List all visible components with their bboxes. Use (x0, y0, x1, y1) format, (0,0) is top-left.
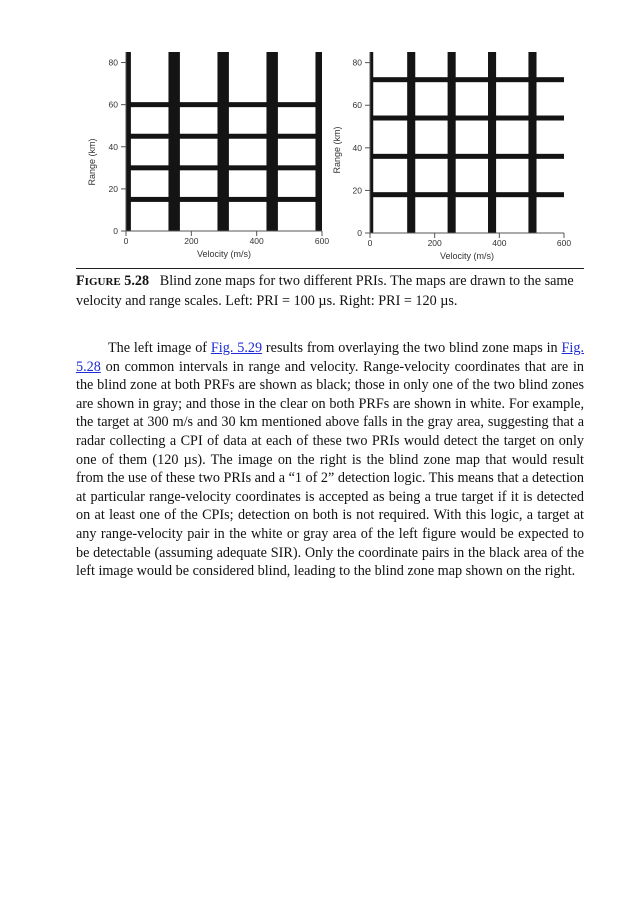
link-fig-5-28[interactable]: Fig. 5.28 (76, 340, 584, 375)
caption-rule (76, 268, 584, 269)
y-axis-label: Range (km) (332, 126, 342, 174)
body-paragraph: The left image of Fig. 5.29 results from overlaying the two blind zone maps in Fig. 5.28 on common intervals in range and velocity. Range-velocity coordinates that are in the blind zone at both PRFs are shown as black; those in only one of the two blind zones are shown in gray; and those in the clear on both PRFs are shown in white. For example, the target at 300 m/s and 30 km mentioned above falls in the gray area, suggesting that a radar collecting a CPI of data at each of these two PRIs would detect the target on only one of them (120 µs). The image on the right is the blind zone map that would result from the use of these two PRIs and a “1 of 2” detection logic. This means that a detection at particular range-velocity coordinates is accepted as being a true target if it is detected on at least one of the CPIs; detection on both is not required. With this logic, a target at any range-velocity pair in the white or gray area of the left figure would be expected to be detectable (assuming adequate SIR). Only the coordinate pairs in the black area of the left image would be considered blind, leading to the blind zone map shown on the right. (76, 340, 584, 580)
blind-zone-map-right (332, 52, 571, 261)
figure-caption (76, 272, 584, 311)
x-tick-label: 600 (314, 236, 330, 246)
y-tick-label: 80 (352, 57, 362, 68)
blind-zone-map-left (87, 52, 329, 259)
y-tick-label: 60 (352, 100, 362, 111)
x-tick-label: 400 (492, 238, 507, 248)
y-tick-label: 60 (108, 99, 118, 110)
y-tick-label: 20 (352, 185, 362, 196)
x-axis-label: Velocity (m/s) (439, 251, 495, 261)
y-tick-label: 0 (113, 226, 118, 236)
y-tick-label: 40 (352, 142, 362, 153)
blind-velocity-band (168, 52, 179, 231)
x-axis-label: Velocity (m/s) (196, 249, 252, 259)
caption-label: FIGURE 5.28 (76, 273, 150, 289)
x-tick-label: 200 (184, 236, 199, 246)
blind-velocity-band (448, 52, 456, 233)
blind-velocity-band (315, 52, 322, 231)
x-tick-label: 200 (427, 238, 442, 248)
x-tick-label: 400 (249, 236, 264, 246)
blind-velocity-band (528, 52, 536, 233)
blind-velocity-band (266, 52, 277, 231)
y-tick-label: 20 (108, 183, 118, 194)
y-tick-label: 40 (108, 141, 118, 152)
caption-text: Blind zone maps for two different PRIs. The maps are drawn to the same velocity and range scales. Left: PRI = 100 µs. Right: PRI = 120 µs. (76, 273, 574, 309)
y-axis-label: Range (km) (87, 138, 97, 186)
y-tick-label: 80 (108, 57, 118, 68)
blind-velocity-band (488, 52, 496, 233)
x-tick-label: 0 (123, 236, 129, 246)
x-tick-label: 600 (556, 238, 572, 248)
y-tick-label: 0 (357, 228, 362, 238)
link-fig-5-29[interactable]: Fig. 5.29 (210, 340, 263, 356)
blind-velocity-band (407, 52, 415, 233)
blind-velocity-band (126, 52, 131, 231)
x-tick-label: 0 (367, 238, 373, 248)
blind-velocity-band (217, 52, 228, 231)
figure-5-28 (0, 0, 636, 270)
